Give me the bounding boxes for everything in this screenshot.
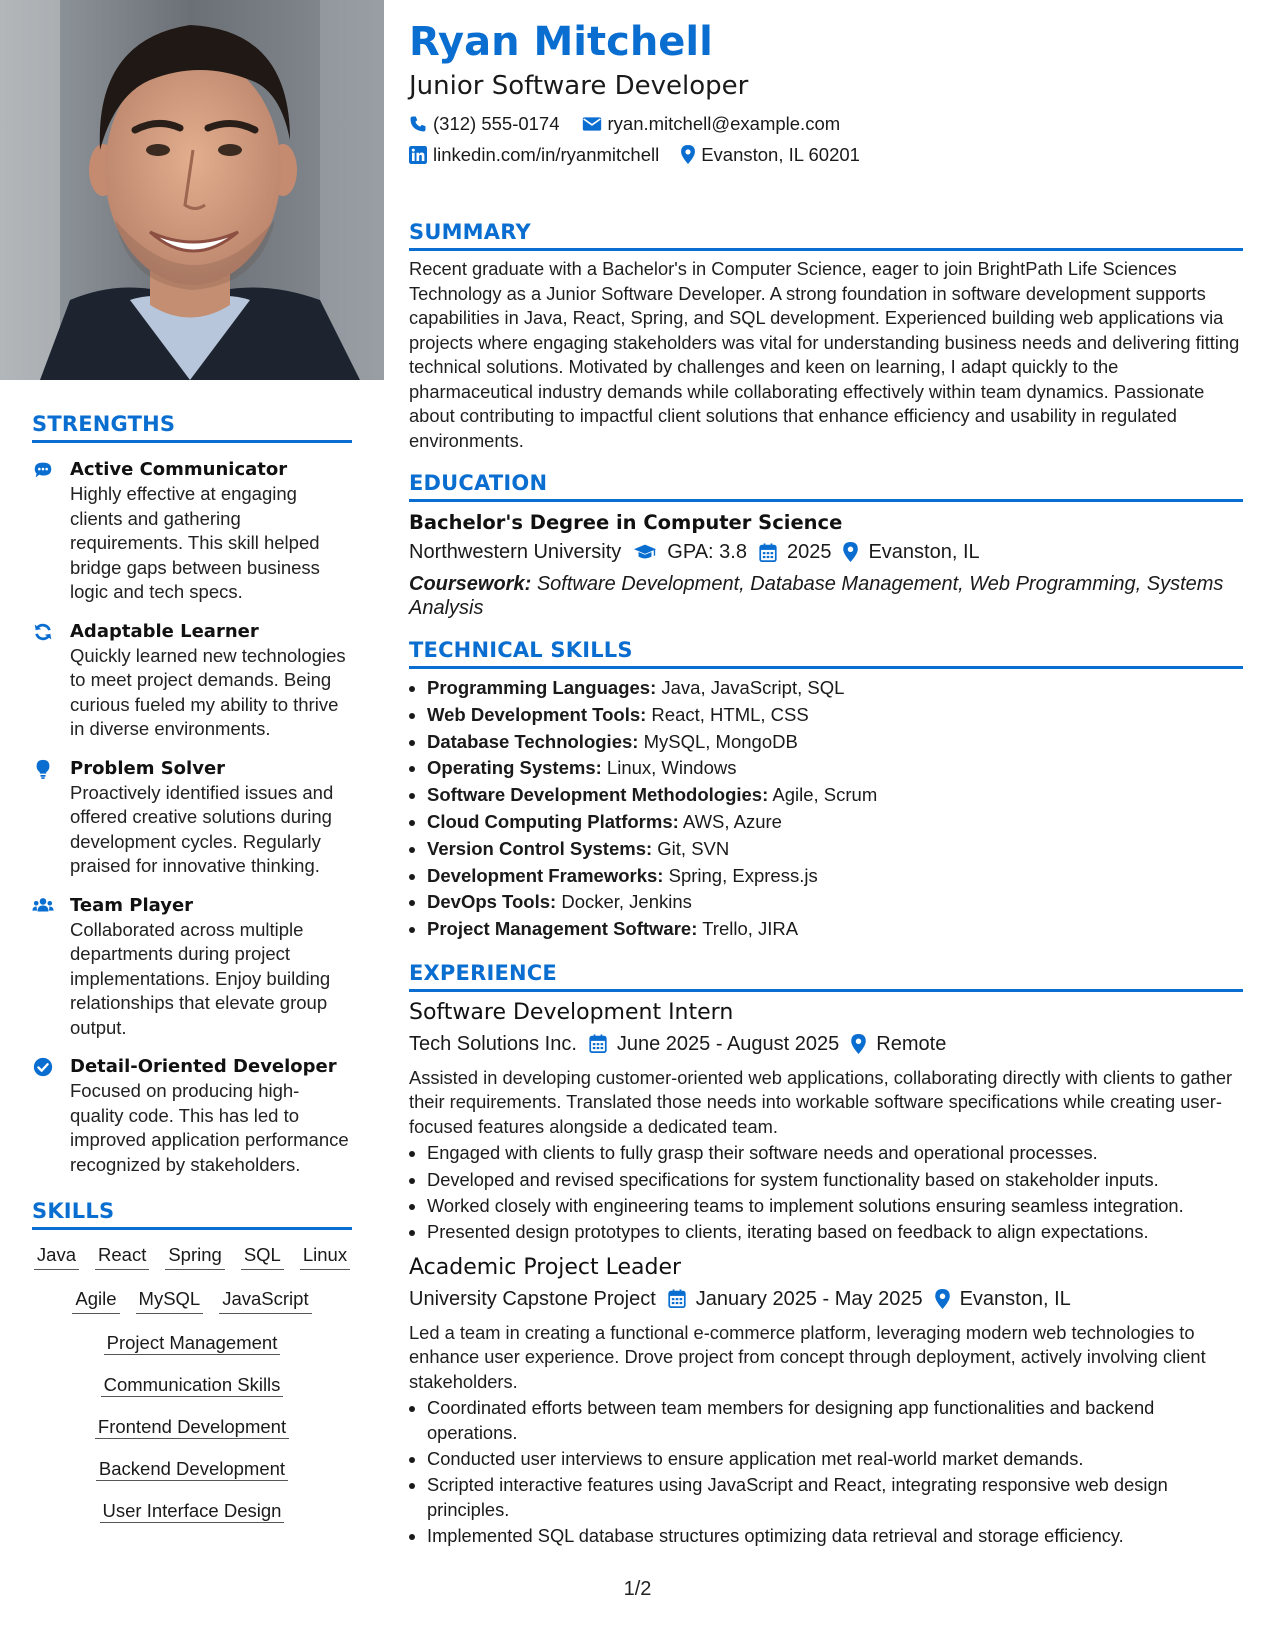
school-name [409,536,621,568]
skill-tag-row [32,1330,352,1356]
left-column [32,412,352,1524]
skill-tag-row [32,1498,352,1524]
list-item: • Conducted user interviews to ensure application met real-world market demands. [427,1447,1243,1472]
phone-icon [409,115,427,133]
strength-name: Problem Solver [70,757,226,779]
skill-tag: Backend Development [96,1458,288,1481]
candidate-name: Ryan Mitchell [409,19,713,65]
skill-value: Agile, Scrum [772,784,878,806]
skill-value: MySQL, MongoDB [643,730,798,752]
strength-desc: Proactively identified issues and offered creative solutions during development cycles. Regularly praised for innovative thinking. [70,781,334,876]
school-text: Northwestern University [409,541,622,563]
location-contact [681,139,860,170]
graduation-cap-icon [633,543,657,561]
job-location [935,1283,1071,1315]
technical-skills-section [409,638,1243,943]
skill-tag: MySQL [136,1286,204,1314]
skill-tag-row [32,1456,352,1482]
strength-item [32,457,352,605]
skill-label: Development Frameworks: [427,864,664,886]
skill-tag: Linux [300,1242,350,1270]
summary-heading: SUMMARY [409,220,1243,251]
envelope-icon [582,116,602,132]
job-bullets [409,1396,1243,1548]
skill-label: Cloud Computing Platforms: [427,810,679,832]
page-number: 1/2 [623,1578,652,1600]
skill-value: AWS, Azure [682,810,782,832]
job-summary: Led a team in creating a functional e-commerce platform, leveraging modern web technologies to enhance user experience. Drove project from concept through deployment, actively involving client stakeholders. [409,1321,1206,1392]
list-item: • Scripted interactive features using JavaScript and React, integrating responsive web design principles. [427,1473,1243,1522]
education-meta [409,536,1243,568]
skill-label: Database Technologies: [427,730,639,752]
skills-tag-list [32,1230,352,1524]
right-column [409,14,1243,1551]
company-name [409,1028,577,1060]
contact-row [409,108,1243,139]
graduation-year [759,536,832,568]
check-circle-icon [32,1056,54,1078]
coursework [409,572,1243,620]
email-text[interactable]: ryan.mitchell@example.com [607,113,841,134]
linkedin-text[interactable]: linkedin.com/in/ryanmitchell [433,144,660,165]
calendar-icon [759,543,777,562]
list-item: • Presented design prototypes to clients, iterating based on feedback to align expectations. [427,1220,1243,1245]
job-meta [409,1028,1243,1060]
map-pin-icon [935,1289,950,1309]
skill-tag-row [32,1372,352,1398]
users-icon [32,895,54,917]
degree-title: Bachelor's Degree in Computer Science [409,511,843,534]
strengths-heading: STRENGTHS [32,412,352,443]
job-dates [589,1028,839,1060]
strength-name: Detail-Oriented Developer [70,1056,337,1077]
skill-value: Git, SVN [657,837,730,859]
location-text: Evanston, IL 60201 [701,144,860,165]
job-entry [409,1253,1243,1549]
skill-label: Version Control Systems: [427,837,653,859]
calendar-icon [589,1034,607,1053]
list-item [427,729,1243,756]
skill-tag: JavaScript [219,1286,311,1314]
skill-value: Linux, Windows [606,757,737,779]
map-pin-icon [681,145,695,164]
job-location [851,1028,946,1060]
profile-photo [0,0,384,380]
strength-item [32,893,352,1041]
gpa [633,536,747,568]
list-item [427,889,1243,916]
job-bullets [409,1141,1243,1244]
list-item: • Engaged with clients to fully grasp their software needs and operational processes. [427,1141,1243,1166]
experience-heading: EXPERIENCE [409,961,1243,992]
skill-tag: Frontend Development [95,1416,289,1439]
list-item [427,702,1243,729]
list-item [427,809,1243,836]
strength-desc: Collaborated across multiple departments during project implementations. Enjoy building relationships that elevate group output. [70,918,331,1038]
job-meta [409,1283,1243,1315]
technical-skills-heading: TECHNICAL SKILLS [409,638,1243,669]
list-item [427,863,1243,890]
job-entry [409,998,1243,1245]
skill-value: Spring, Express.js [668,864,818,886]
skill-label: Operating Systems: [427,757,602,779]
technical-skills-list [409,675,1243,943]
list-item: • Implemented SQL database structures optimizing data retrieval and storage efficiency. [427,1524,1243,1549]
skill-label: Programming Languages: [427,677,657,698]
map-pin-icon [843,542,858,562]
strength-item [32,756,352,879]
skill-tag: User Interface Design [100,1500,285,1523]
skill-value: Trello, JIRA [702,918,799,940]
skill-tag: Agile [72,1286,119,1314]
job-title: Software Development Intern [409,999,734,1025]
location-text: Evanston, IL [868,541,980,563]
list-item [427,782,1243,809]
company-name [409,1283,656,1315]
linkedin-icon [409,146,427,164]
job-dates [668,1283,923,1315]
list-item [427,675,1243,702]
skill-tag-row [32,1414,352,1440]
coursework-text: Software Development, Database Management, Web Programming, Systems Analysis [409,573,1224,619]
skill-tag: SQL [241,1242,284,1270]
job-title: Academic Project Leader [409,1254,682,1280]
skills-heading: SKILLS [32,1199,352,1230]
strength-item [32,619,352,742]
map-pin-icon [851,1034,866,1054]
strength-desc: Focused on producing high-quality code. This has led to improved application performance recognized by stakeholders. [70,1080,349,1175]
education-location [843,536,979,568]
location-text: Evanston, IL [959,1287,1071,1310]
skill-tag: Project Management [104,1332,281,1355]
phone-text: (312) 555-0174 [433,113,560,134]
linkedin-contact[interactable] [409,139,659,170]
list-item [427,916,1243,943]
dates-text: June 2025 - August 2025 [616,1032,840,1055]
strength-desc: Quickly learned new technologies to meet project demands. Being curious fueled my ability to thrive in diverse environments. [70,644,346,739]
education-heading: EDUCATION [409,471,1243,502]
company-text: University Capstone Project [409,1287,656,1310]
strength-desc: Highly effective at engaging clients and gathering requirements. This skill helped bridge gaps between business logic and tech specs. [70,483,320,602]
skill-tag: Java [34,1242,79,1270]
strength-name: Adaptable Learner [70,620,259,642]
skill-tag: Communication Skills [101,1374,284,1397]
lightbulb-icon [32,758,54,780]
skill-label: Web Development Tools: [427,703,647,725]
sync-icon [32,621,54,643]
education-section [409,471,1243,620]
skill-value: React, HTML, CSS [651,703,809,725]
calendar-icon [668,1289,686,1308]
email-contact[interactable] [582,108,841,139]
gpa-text: GPA: 3.8 [667,541,747,563]
coursework-label: Coursework: [409,573,532,595]
contact-row [409,139,1243,170]
phone-contact [409,108,560,139]
company-text: Tech Solutions Inc. [409,1032,577,1055]
summary-text: Recent graduate with a Bachelor's in Computer Science, eager to join BrightPath Life Sciences Technology as a Junior Software Developer. A strong foundation in software development supports capabilities in Java, React, Spring, and SQL development. Experienced building web applications via projects where engaging stakeholders was vital for understanding business needs and delivering fitting technical solutions. Motivated by challenges and keen on learning, I adapt quickly to the pharmaceutical industry demands while collaborating effectively within team dynamics. Passionate about contributing to impactful client solutions that enhance efficiency and usability in regulated environments. [409,258,1240,451]
location-text: Remote [876,1032,947,1055]
comment-icon [32,459,54,481]
skill-label: DevOps Tools: [427,891,557,913]
skill-tag: React [95,1242,149,1270]
skill-label: Software Development Methodologies: [427,784,769,806]
list-item: • Worked closely with engineering teams to implement solutions ensuring seamless integration. [427,1194,1243,1219]
strength-name: Active Communicator [70,459,288,480]
year-text: 2025 [786,541,832,563]
strength-name: Team Player [70,894,194,916]
list-item: • Coordinated efforts between team members for designing app functionalities and backend operations. [427,1396,1243,1445]
skill-value: Java, JavaScript, SQL [661,677,845,698]
skill-tag: Spring [165,1242,224,1270]
dates-text: January 2025 - May 2025 [695,1287,923,1310]
candidate-title: Junior Software Developer [409,71,749,101]
list-item [427,836,1243,863]
skill-value: Docker, Jenkins [561,891,692,913]
job-summary: Assisted in developing customer-oriented web applications, collaborating directly with clients to gather their requirements. Translated those needs into workable software specifications while creating user-focused features alongside a dedicated team. [409,1066,1233,1137]
experience-section [409,961,1243,1549]
list-item [427,755,1243,782]
skill-label: Project Management Software: [427,918,698,940]
list-item: • Developed and revised specifications for system functionality based on stakeholder inputs. [427,1168,1243,1193]
strength-item [32,1054,352,1177]
